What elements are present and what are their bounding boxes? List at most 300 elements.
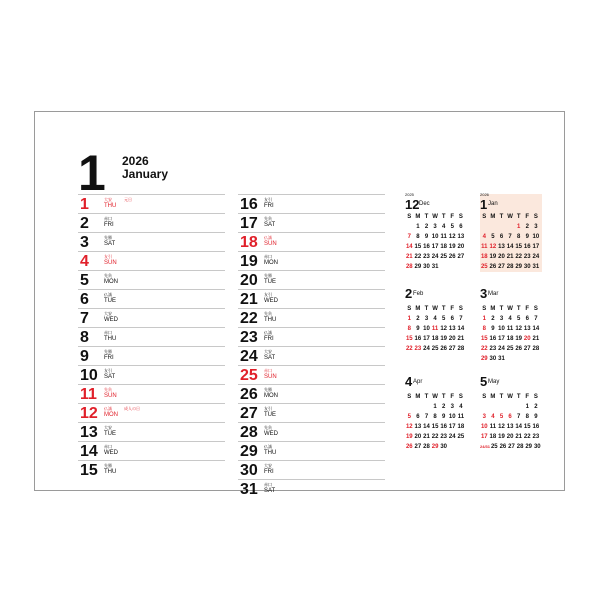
mini-day: 19	[405, 434, 413, 440]
mini-day: 10	[448, 414, 456, 420]
weekday-label: FRI	[104, 355, 114, 361]
mini-day: 29	[515, 264, 523, 270]
mini-day: 28	[532, 346, 540, 352]
weekday-initial: W	[432, 394, 438, 400]
day-number: 18	[240, 234, 258, 251]
mini-day: 27	[498, 264, 505, 270]
day-row	[78, 327, 225, 346]
weekday-label: TUE	[264, 279, 276, 285]
mini-day	[422, 402, 431, 412]
mini-day: 1	[433, 404, 437, 410]
mini-day: 5	[499, 414, 504, 420]
mini-day: 8	[433, 414, 437, 420]
rokuyo-label: 先勝	[104, 349, 112, 354]
weekday-header	[480, 304, 542, 314]
mini-day: 4	[433, 316, 437, 322]
week-row	[405, 242, 467, 252]
mini-day: 7	[459, 316, 463, 322]
mini-day: 8	[517, 234, 521, 240]
mini-day: 26	[515, 346, 523, 352]
week-row	[480, 252, 542, 262]
weekday-label: SAT	[264, 222, 276, 228]
mini-day: 2	[491, 316, 495, 322]
rokuyo-label: 先勝	[104, 235, 112, 240]
mini-day: 12	[448, 234, 456, 240]
mini-day: 6	[450, 316, 454, 322]
mini-month-header	[405, 374, 467, 392]
day-row	[238, 422, 385, 441]
day-number: 2	[80, 215, 89, 232]
mini-day	[506, 354, 515, 364]
day-row	[238, 403, 385, 422]
mini-day	[480, 402, 489, 412]
day-row	[238, 460, 385, 479]
mini-day: 6	[508, 414, 512, 420]
mini-day: 30	[533, 444, 541, 450]
week-row	[480, 422, 542, 432]
mini-day: 19	[448, 244, 456, 250]
day-row	[238, 270, 385, 289]
rokuyo-label: 大安	[104, 197, 112, 202]
week-row	[405, 422, 467, 432]
weekday-initial: S	[533, 394, 538, 400]
day-row	[78, 232, 225, 251]
mini-day: 29	[414, 264, 422, 270]
mini-day: 16	[523, 244, 531, 250]
rokuyo-label: 大安	[104, 311, 112, 316]
rokuyo-label: 仏滅	[104, 292, 112, 297]
rokuyo-label: 友引	[104, 368, 112, 373]
week-row	[480, 344, 542, 354]
week-row	[480, 232, 542, 242]
mini-day: 23	[532, 434, 540, 440]
mini-day: 17	[448, 424, 456, 430]
mini-day: 24/31	[480, 444, 491, 449]
week-row	[405, 344, 467, 354]
mini-day: 24	[431, 254, 439, 260]
weekday-label: SAT	[264, 488, 276, 494]
mini-day: 17	[532, 244, 540, 250]
mini-day: 5	[407, 414, 411, 420]
mini-day	[514, 354, 523, 364]
weekday-header	[480, 212, 542, 222]
day-row	[78, 213, 225, 232]
mini-day: 29	[525, 444, 533, 450]
mini-day: 15	[414, 244, 422, 250]
weekday-initial: M	[415, 214, 421, 220]
mini-day: 9	[442, 414, 446, 420]
day-row	[78, 441, 225, 460]
weekday-label: SAT	[104, 241, 116, 247]
mini-day: 25	[457, 434, 465, 440]
mini-day: 12	[489, 244, 497, 250]
mini-day: 11	[457, 414, 465, 420]
weekday-initial: T	[441, 306, 446, 312]
mini-day: 10	[423, 326, 430, 332]
day-number: 27	[240, 405, 258, 422]
day-number: 12	[80, 405, 98, 422]
mini-day: 23	[414, 346, 422, 352]
day-number: 14	[80, 443, 98, 460]
mini-day: 23	[489, 346, 497, 352]
mini-month	[480, 194, 542, 272]
mini-day: 11	[431, 326, 439, 332]
week-row	[480, 262, 542, 272]
mini-month-name: Apr	[413, 379, 423, 385]
day-number: 22	[240, 310, 258, 327]
mini-day	[439, 262, 448, 272]
rokuyo-label: 仏滅	[264, 444, 272, 449]
rokuyo-label: 赤口	[104, 444, 112, 449]
weekday-initial: T	[499, 214, 504, 220]
weekday-initial: S	[482, 214, 487, 220]
weekday-initial: T	[516, 214, 521, 220]
day-row	[78, 384, 225, 403]
mini-day: 1	[482, 316, 486, 322]
mini-day: 4	[508, 316, 512, 322]
mini-day: 24	[448, 434, 456, 440]
mini-day: 2	[534, 404, 538, 410]
mini-day: 31	[498, 356, 505, 362]
weekday-initial: M	[415, 394, 421, 400]
week-row	[480, 334, 542, 344]
mini-day: 27	[523, 346, 531, 352]
weekday-initial: F	[450, 394, 455, 400]
mini-day: 19	[440, 336, 448, 342]
mini-day: 15	[405, 336, 413, 342]
mini-day: 21	[532, 336, 540, 342]
mini-day: 23	[523, 254, 531, 260]
mini-month-name: Dec	[419, 201, 430, 207]
week-row	[405, 442, 467, 452]
rokuyo-label: 先勝	[264, 387, 272, 392]
weekday-initial: M	[490, 306, 496, 312]
weekday-initial: F	[525, 394, 530, 400]
weekday-initial: S	[407, 306, 412, 312]
mini-day	[497, 222, 506, 232]
mini-day: 25	[440, 254, 448, 260]
day-number: 20	[240, 272, 258, 289]
mini-day: 5	[442, 316, 446, 322]
month-number: 1	[78, 145, 104, 201]
mini-month-number: 12	[405, 197, 420, 212]
day-row	[238, 346, 385, 365]
day-number: 13	[80, 424, 98, 441]
rokuyo-label: 先負	[264, 216, 272, 221]
mini-month-number: 3	[480, 286, 488, 301]
week-row	[480, 402, 542, 412]
weekday-label: SAT	[264, 355, 276, 361]
mini-day: 14	[457, 326, 465, 332]
holiday-label: 成人の日	[124, 406, 140, 411]
mini-day: 31	[532, 264, 540, 270]
mini-day: 20	[523, 336, 531, 342]
mini-day: 16	[489, 336, 497, 342]
weekday-initial: W	[432, 214, 438, 220]
weekday-initial: S	[482, 306, 487, 312]
weekday-label: WED	[264, 431, 278, 437]
weekday-label: MON	[104, 412, 118, 418]
weekday-label: WED	[104, 450, 118, 456]
mini-day: 21	[405, 254, 413, 260]
weekday-label: THU	[104, 203, 117, 209]
mini-day: 9	[525, 234, 529, 240]
day-number: 16	[240, 196, 258, 213]
rokuyo-label: 先負	[104, 273, 112, 278]
weekday-initial: T	[499, 394, 504, 400]
mini-month-number: 1	[480, 197, 488, 212]
mini-day: 12	[440, 326, 448, 332]
mini-month	[405, 194, 467, 272]
mini-day: 3	[482, 414, 486, 420]
mini-day: 23	[423, 254, 430, 260]
weekday-initial: T	[424, 394, 429, 400]
mini-day	[405, 222, 414, 232]
day-number: 8	[80, 329, 89, 346]
rokuyo-label: 赤口	[104, 216, 112, 221]
day-number: 4	[80, 253, 89, 270]
holiday-label: 元日	[124, 197, 132, 202]
day-column-left	[78, 194, 225, 479]
week-row	[405, 432, 467, 442]
mini-day: 5	[517, 316, 521, 322]
mini-year: 2025	[405, 192, 414, 197]
day-number: 15	[80, 462, 98, 479]
mini-day: 26	[499, 444, 507, 450]
weekday-initial: T	[516, 394, 521, 400]
mini-day	[457, 262, 466, 272]
weekday-initial: T	[441, 394, 446, 400]
mini-day: 15	[480, 336, 488, 342]
mini-day: 30	[489, 356, 497, 362]
mini-month	[405, 286, 467, 354]
mini-day: 17	[431, 244, 439, 250]
mini-day: 12	[515, 326, 523, 332]
weekday-header	[405, 392, 467, 402]
week-row	[480, 222, 542, 232]
mini-day: 9	[491, 326, 495, 332]
mini-day: 30	[440, 444, 448, 450]
day-number: 11	[80, 386, 97, 403]
mini-day: 11	[489, 424, 497, 430]
mini-day: 18	[457, 424, 465, 430]
mini-day: 3	[534, 224, 538, 230]
mini-day	[514, 402, 523, 412]
mini-day: 20	[448, 336, 456, 342]
mini-day	[448, 442, 457, 452]
day-number: 23	[240, 329, 258, 346]
weekday-initial: F	[525, 306, 530, 312]
mini-day: 6	[459, 224, 463, 230]
rokuyo-label: 友引	[264, 197, 272, 202]
mini-day: 20	[498, 254, 505, 260]
rokuyo-label: 赤口	[264, 254, 272, 259]
mini-day: 16	[440, 424, 448, 430]
mini-day: 3	[450, 404, 454, 410]
mini-day: 18	[480, 254, 488, 260]
mini-day: 8	[525, 414, 529, 420]
weekday-label: WED	[264, 298, 278, 304]
mini-day: 21	[506, 254, 514, 260]
mini-day: 7	[424, 414, 429, 420]
mini-day: 15	[431, 424, 439, 430]
mini-day: 7	[407, 234, 411, 240]
rokuyo-label: 先負	[104, 387, 112, 392]
rokuyo-label: 赤口	[264, 482, 272, 487]
day-column-right	[238, 194, 385, 498]
day-number: 26	[240, 386, 258, 403]
mini-day: 7	[508, 234, 512, 240]
mini-day: 28	[516, 444, 524, 450]
day-number: 5	[80, 272, 89, 289]
day-number: 28	[240, 424, 258, 441]
week-row	[405, 314, 467, 324]
mini-day: 13	[457, 234, 465, 240]
week-row	[405, 412, 467, 422]
weekday-label: THU	[104, 469, 117, 475]
mini-day: 21	[457, 336, 465, 342]
weekday-initial: S	[458, 214, 463, 220]
weekday-label: FRI	[104, 222, 114, 228]
week-row	[405, 232, 467, 242]
week-row	[405, 252, 467, 262]
mini-day: 1	[525, 404, 529, 410]
mini-month-name: Feb	[413, 291, 424, 297]
weekday-initial: F	[450, 306, 455, 312]
rokuyo-label: 仏滅	[264, 235, 272, 240]
weekday-initial: S	[407, 394, 412, 400]
mini-day: 14	[515, 424, 523, 430]
mini-day	[489, 222, 498, 232]
mini-day: 2	[424, 224, 429, 230]
day-row	[238, 289, 385, 308]
mini-day: 13	[414, 424, 422, 430]
mini-day: 26	[440, 346, 448, 352]
mini-year: 2026	[480, 192, 489, 197]
week-row	[405, 402, 467, 412]
mini-day: 9	[424, 234, 429, 240]
day-number: 7	[80, 310, 89, 327]
weekday-label: SUN	[104, 393, 117, 399]
rokuyo-label: 先勝	[264, 273, 272, 278]
mini-day: 28	[423, 444, 430, 450]
day-row	[78, 251, 225, 270]
mini-day: 10	[431, 234, 439, 240]
mini-month-header	[480, 374, 542, 392]
mini-month-header	[405, 194, 467, 212]
mini-day: 21	[515, 434, 523, 440]
mini-month-name: Jan	[488, 201, 498, 207]
mini-day: 26	[489, 264, 497, 270]
mini-day: 11	[440, 234, 447, 240]
mini-day: 30	[423, 264, 430, 270]
mini-day: 7	[517, 414, 521, 420]
mini-day: 24	[498, 346, 505, 352]
mini-day: 1	[517, 224, 521, 230]
mini-day: 14	[532, 326, 540, 332]
weekday-initial: F	[450, 214, 455, 220]
rokuyo-label: 赤口	[104, 330, 112, 335]
mini-day: 23	[440, 434, 448, 440]
mini-day: 27	[508, 444, 515, 450]
mini-day: 2	[525, 224, 529, 230]
day-number: 17	[240, 215, 258, 232]
mini-day	[506, 402, 515, 412]
mini-day: 18	[440, 244, 448, 250]
mini-day: 4	[482, 234, 486, 240]
weekday-label: THU	[104, 336, 117, 342]
mini-day: 28	[457, 346, 465, 352]
mini-day: 1	[416, 224, 420, 230]
day-row	[78, 194, 225, 213]
weekday-label: THU	[264, 317, 277, 323]
mini-day: 24	[532, 254, 540, 260]
mini-month-number: 4	[405, 374, 413, 389]
weekday-initial: S	[458, 394, 463, 400]
mini-day: 11	[481, 244, 488, 250]
mini-day: 18	[506, 336, 514, 342]
weekday-label: TUE	[264, 412, 276, 418]
mini-day: 17	[498, 336, 505, 342]
day-row	[238, 308, 385, 327]
weekday-label: SUN	[104, 260, 117, 266]
mini-day: 19	[489, 254, 497, 260]
day-row	[238, 213, 385, 232]
week-row	[480, 314, 542, 324]
mini-day: 22	[414, 254, 422, 260]
weekday-label: MON	[264, 393, 278, 399]
day-row	[78, 346, 225, 365]
rokuyo-label: 先勝	[104, 463, 112, 468]
mini-day: 25	[506, 346, 514, 352]
weekday-initial: W	[507, 214, 513, 220]
day-row	[238, 327, 385, 346]
weekday-initial: W	[507, 394, 513, 400]
rokuyo-label: 大安	[264, 463, 272, 468]
rokuyo-label: 先負	[264, 425, 272, 430]
mini-day: 20	[457, 244, 465, 250]
mini-day: 9	[534, 414, 538, 420]
mini-month	[405, 374, 467, 452]
month-name-label: January	[122, 167, 169, 182]
day-row	[238, 479, 385, 498]
week-row	[480, 432, 542, 442]
mini-day	[448, 262, 457, 272]
day-row	[78, 289, 225, 308]
rokuyo-label: 先負	[264, 311, 272, 316]
weekday-label: FRI	[264, 469, 274, 475]
mini-month	[480, 374, 542, 452]
mini-day: 6	[525, 316, 529, 322]
mini-day: 29	[431, 444, 439, 450]
mini-day	[506, 222, 515, 232]
weekday-label: MON	[104, 279, 118, 285]
week-row	[480, 412, 542, 422]
mini-month	[480, 286, 542, 364]
day-number: 21	[240, 291, 258, 308]
day-number: 31	[240, 481, 258, 498]
mini-day: 27	[448, 346, 456, 352]
mini-day: 18	[431, 336, 439, 342]
week-row	[405, 262, 467, 272]
mini-day: 4	[459, 404, 463, 410]
week-row	[405, 324, 467, 334]
mini-day: 3	[424, 316, 429, 322]
mini-day: 18	[489, 434, 497, 440]
week-row	[480, 442, 542, 452]
weekday-initial: F	[525, 214, 530, 220]
mini-month-header	[405, 286, 467, 304]
